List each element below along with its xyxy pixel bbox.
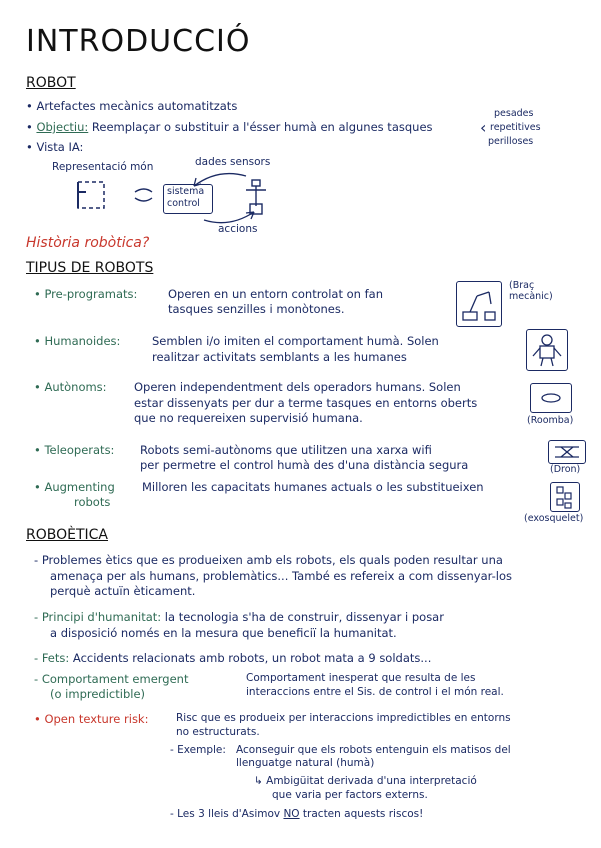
roboetica-text: Problemes ètics que es produeixen amb els robots, els quals poden resultar una <box>41 553 503 567</box>
exoskeleton-icon <box>550 482 580 512</box>
roboetica-heading: ROBOÈTICA <box>26 527 109 543</box>
tipus-label: Augmenting <box>44 480 115 494</box>
drone-icon <box>548 440 586 464</box>
bullet: - <box>34 553 42 567</box>
roboetica-item-emergent <box>34 672 188 686</box>
emergent-label-2: (o impredictible) <box>50 687 146 701</box>
objective-tag-2: repetitives <box>490 122 541 133</box>
arrow-right-icon: ↳ <box>254 775 267 787</box>
asimov-emphasis: NO <box>283 808 300 820</box>
bullet: • <box>26 99 37 113</box>
bullet: - <box>170 744 178 756</box>
objective-tag-3: perilloses <box>488 136 534 147</box>
objectiu-text: Reemplaçar o substituir a l'ésser humà en algunes tasques <box>91 120 433 134</box>
vista-ia-label: Vista IA: <box>36 140 84 154</box>
bullet: - <box>170 808 178 820</box>
historia-heading: Història robòtica? <box>26 235 150 251</box>
tipus-text-line: que no requereixen supervisió humana. <box>134 411 363 425</box>
bullet: • <box>34 480 45 494</box>
tipus-text-line: per permetre el control humà des d'una distància segura <box>140 458 469 472</box>
emergent-label: Comportament emergent <box>41 672 189 686</box>
icon-caption-dron: (Dron) <box>550 464 581 475</box>
roboetica-text-line: interaccions entre el Sis. de control i el món real. <box>246 686 504 698</box>
control-box-label-1: sistema <box>167 186 205 197</box>
objectiu-label: Objectiu: <box>36 120 89 134</box>
robot-item-vista-ia <box>26 140 83 154</box>
principi-text: la tecnologia s'ha de construir, dissenyar i posar <box>164 610 444 624</box>
tipus-text-line: Operen en un entorn controlat on fan <box>168 287 383 301</box>
roboetica-item-open-texture <box>34 712 148 726</box>
icon-caption-brac: (Braç mecànic) <box>509 280 553 302</box>
bullet: - <box>34 610 42 624</box>
tipus-text-line: Milloren les capacitats humanes actuals o les substitueixen <box>142 480 484 494</box>
diagram-bottom-arrow-label: accions <box>218 223 258 235</box>
roboetica-item-principi <box>34 610 444 624</box>
drone-drawing <box>549 441 585 463</box>
robot-item-text: Artefactes mecànics automatitzats <box>36 99 238 113</box>
diagram-left-label: Representació món <box>52 161 154 173</box>
tipus-item-preprogramats <box>34 287 137 301</box>
objective-tag-1: pesades <box>494 108 534 119</box>
tipus-text-line: estar dissenyats per dur a terme tasques en entorns oberts <box>134 396 478 410</box>
asimov-text-end: tracten aquests riscos! <box>302 808 424 820</box>
roboetica-text-line: a disposició només en la mesura que beneficiï la humanitat. <box>50 626 397 640</box>
roboetica-text-line: Risc que es produeix per interaccions impredictibles en entorns <box>176 712 511 724</box>
tipus-item-augmenting <box>34 480 115 494</box>
mechanical-arm-drawing <box>457 282 501 326</box>
tipus-label: Autònoms: <box>44 380 107 394</box>
tipus-text-line: Robots semi-autònoms que utilitzen una xarxa wifi <box>140 443 432 457</box>
roboetica-text-line: perquè actuïn èticament. <box>50 584 196 598</box>
bullet: - <box>34 672 42 686</box>
tipus-item-humanoides <box>34 334 120 348</box>
roboetica-text-line: amenaça per als humans, problemàtics... També es refereix a com dissenyar-los <box>50 569 513 583</box>
exemple-label: Exemple: <box>177 744 226 756</box>
bullet: • <box>34 443 45 457</box>
tipus-text-line: Semblen i/o imiten el comportament humà. Solen <box>152 334 439 348</box>
fets-text: Accidents relacionats amb robots, un robot mata a 9 soldats... <box>72 651 432 665</box>
roboetica-text-line: Comportament inesperat que resulta de les <box>246 672 476 684</box>
roboetica-text-line: no estructurats. <box>176 726 260 738</box>
open-texture-label: Open texture risk: <box>44 712 149 726</box>
roomba-icon <box>530 383 572 413</box>
tipus-label-2: robots <box>74 495 111 509</box>
icon-caption-roomba: (Roomba) <box>527 415 574 426</box>
exemple-row <box>170 744 226 756</box>
roboetica-text-line: Aconseguir que els robots entenguin els matisos del <box>236 744 511 756</box>
roboetica-text-line: que varia per factors externs. <box>272 789 428 801</box>
robot-item-objectiu <box>26 120 433 134</box>
roboetica-item-fets <box>34 651 431 665</box>
tipus-heading: TIPUS DE ROBOTS <box>26 260 154 276</box>
sensor-arrow-icon <box>188 168 248 192</box>
bullet: • <box>26 140 37 154</box>
tipus-label: Teleoperats: <box>44 443 115 457</box>
bullet: • <box>34 287 45 301</box>
diagram-top-arrow-label: dades sensors <box>195 156 271 168</box>
fets-label: Fets: <box>41 651 70 665</box>
ambiguitat-text: Ambigüitat derivada d'una interpretació <box>266 775 477 787</box>
tipus-text-line: tasques senzilles i monòtones. <box>168 302 345 316</box>
exoskeleton-drawing <box>551 483 579 511</box>
icon-caption-exosquelet: (exosquelet) <box>524 513 584 524</box>
world-representation-icon <box>72 178 114 214</box>
mechanical-arm-icon <box>456 281 502 327</box>
bullet: • <box>26 120 37 134</box>
tipus-text-line: Operen independentment dels operadors humans. Solen <box>134 380 461 394</box>
tipus-text-line: realitzar activitats semblants a les humanes <box>152 350 407 364</box>
ambiguitat-row <box>254 775 477 787</box>
bullet: - <box>34 651 42 665</box>
swap-arrows-icon <box>132 186 156 204</box>
asimov-row <box>170 808 423 820</box>
asimov-text: Les 3 lleis d'Asimov <box>177 808 281 820</box>
page-title: INTRODUCCIÓ <box>26 24 251 59</box>
tipus-item-teleoperats <box>34 443 114 457</box>
roboetica-item-problemes <box>34 553 503 567</box>
bullet: • <box>34 334 45 348</box>
roboetica-text-line: llenguatge natural (humà) <box>236 757 375 769</box>
bullet: • <box>34 380 45 394</box>
tipus-label: Pre-programats: <box>44 287 138 301</box>
tipus-item-autonoms <box>34 380 107 394</box>
tipus-label: Humanoides: <box>44 334 121 348</box>
control-box-label-2: control <box>167 198 200 209</box>
humanoid-drawing <box>527 330 567 370</box>
robot-item-artefactes <box>26 99 237 113</box>
robot-heading: ROBOT <box>26 75 76 91</box>
roomba-drawing <box>531 384 571 412</box>
principi-label: Principi d'humanitat: <box>41 610 162 624</box>
bullet: • <box>34 712 45 726</box>
objective-brace: ‹ <box>480 118 487 137</box>
humanoid-icon <box>526 329 568 371</box>
